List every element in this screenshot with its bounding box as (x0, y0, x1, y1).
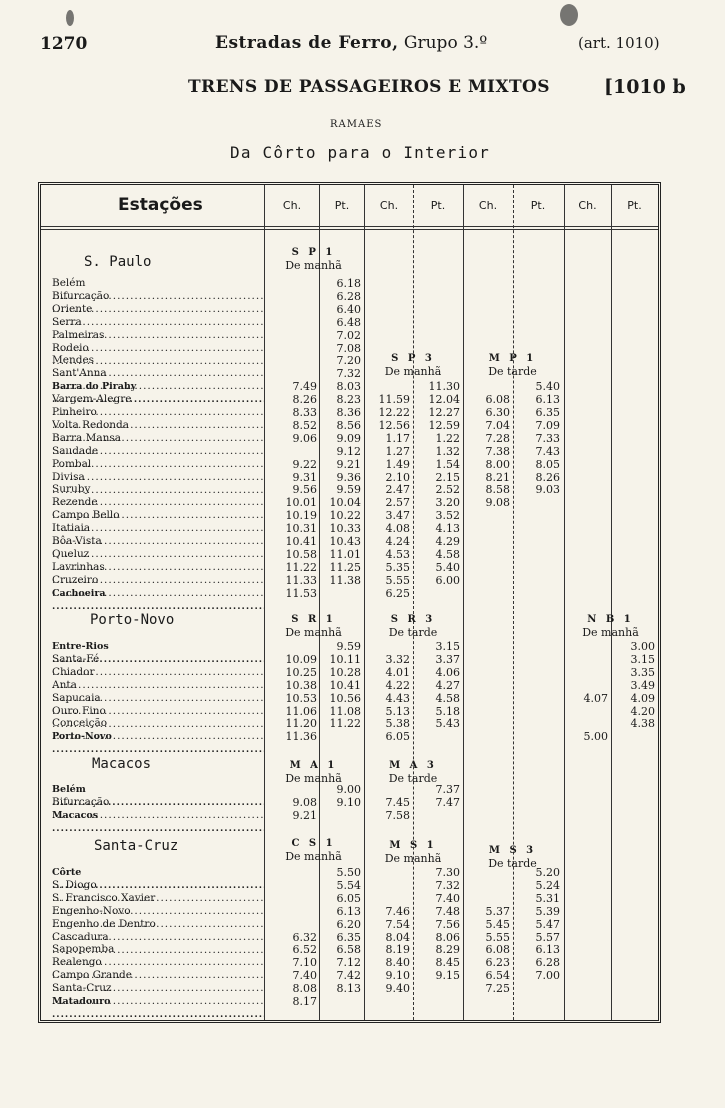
time-cell: 1.54 (435, 457, 460, 471)
col-header: Pt. (334, 199, 350, 212)
time-cell: 8.13 (336, 982, 361, 996)
time-cell: 8.00 (485, 457, 510, 471)
time-cell: 6.08 (485, 393, 510, 407)
stations-header: Estações (118, 195, 203, 215)
station-name: Barra Mansa ..... (52, 432, 264, 458)
time-cell: 7.56 (435, 917, 460, 931)
time-cell: 5.43 (435, 717, 460, 731)
time-cell: 9.03 (535, 483, 560, 497)
ink-stain (66, 10, 74, 26)
time-cell: 10.58 (285, 547, 317, 561)
station-name: Campo Grande ..... (52, 969, 264, 995)
time-cell: 9.00 (336, 783, 361, 796)
time-cell: 6.30 (485, 406, 510, 419)
station-name: Belém ..... (52, 783, 264, 809)
train-code: S R 1 (291, 614, 336, 625)
time-cell: 6.13 (535, 393, 560, 407)
train-period: De manhã (285, 259, 342, 272)
time-cell: 5.39 (535, 904, 560, 918)
time-cell: 7.58 (385, 808, 410, 822)
time-cell: 7.30 (435, 866, 460, 879)
time-cell: 11.20 (285, 717, 317, 731)
time-cell: 3.00 (630, 640, 655, 653)
station-name: Porto-Novo ..... (52, 730, 264, 756)
time-cell: 11.59 (378, 393, 410, 407)
time-cell: 8.26 (292, 393, 317, 407)
time-cell: 10.09 (285, 652, 317, 666)
station-name: Campo Bello ..... (52, 509, 264, 535)
time-cell: 9.09 (336, 431, 361, 445)
time-cell: 3.35 (630, 665, 655, 679)
time-cell: 10.31 (285, 522, 317, 536)
time-cell: 6.28 (336, 289, 361, 303)
running-title-group: Grupo 3.º (403, 33, 488, 53)
station-name: Pombal ..... (52, 458, 264, 484)
time-cell: 11.22 (329, 717, 361, 731)
time-cell: 5.57 (535, 930, 560, 944)
col-header: Ch. (379, 199, 399, 212)
time-cell: 2.52 (435, 483, 460, 497)
time-cell: 9.06 (292, 431, 317, 445)
station-name: Cachoeira ..... (52, 587, 264, 613)
station-name: Bifurcação ..... (52, 290, 264, 316)
station-name: Sapucaia ..... (52, 692, 264, 718)
time-cell: 4.58 (435, 547, 460, 561)
time-cell: 9.21 (292, 808, 317, 822)
page-number: 1270 (40, 34, 88, 54)
col-header: Ch. (478, 199, 498, 212)
train-period: De tarde (488, 857, 537, 870)
time-cell: 4.58 (435, 691, 460, 705)
col-rule (364, 185, 365, 1020)
time-cell: 9.40 (385, 982, 410, 996)
time-cell: 6.25 (385, 586, 410, 600)
time-cell: 8.33 (292, 406, 317, 419)
time-cell: 6.28 (535, 956, 560, 970)
time-cell: 7.32 (435, 878, 460, 892)
time-cell: 8.45 (435, 956, 460, 970)
time-cell: 10.53 (285, 691, 317, 705)
time-cell: 1.27 (385, 444, 410, 458)
branch-title: Macacos (92, 756, 152, 772)
time-cell: 2.10 (385, 470, 410, 484)
col-header: Pt. (430, 199, 446, 212)
time-cell: 8.05 (535, 457, 560, 471)
time-cell: 8.04 (385, 930, 410, 944)
train-period: De tarde (388, 772, 438, 785)
time-cell: 11.01 (329, 547, 361, 561)
time-cell: 7.00 (535, 969, 560, 983)
direction-heading: Da Côrto para o Interior (230, 143, 490, 162)
time-cell: 11.25 (329, 560, 361, 574)
train-period: De manhã (384, 365, 442, 378)
time-cell: 9.59 (336, 640, 361, 653)
time-cell: 10.43 (329, 535, 361, 548)
time-cell: 8.17 (292, 995, 317, 1008)
time-cell: 4.27 (435, 678, 460, 692)
time-cell: 5.31 (535, 891, 560, 905)
time-cell: 3.52 (435, 509, 460, 523)
time-cell: 12.22 (378, 406, 410, 419)
col-header: Pt. (530, 199, 546, 212)
time-cell: 12.04 (428, 393, 460, 407)
station-name: Saudade ..... (52, 445, 264, 471)
time-cell: 6.54 (485, 969, 510, 983)
ink-stain (560, 4, 578, 26)
time-cell: 3.37 (435, 652, 460, 666)
time-cell: 9.08 (485, 496, 510, 510)
time-cell: 4.43 (385, 691, 410, 705)
time-cell: 5.18 (435, 704, 460, 718)
time-cell: 10.25 (285, 665, 317, 679)
time-cell: 12.27 (428, 406, 460, 419)
time-cell: 12.59 (428, 418, 460, 432)
station-name: Belém ..... (52, 277, 264, 303)
time-cell: 8.58 (485, 483, 510, 497)
time-cell: 9.56 (292, 483, 317, 497)
time-cell: 2.57 (385, 496, 410, 510)
time-cell: 6.18 (336, 277, 361, 290)
station-name: Oriente ..... (52, 303, 264, 329)
time-cell: 8.03 (336, 380, 361, 394)
time-cell: 9.12 (336, 444, 361, 458)
station-name: Chiador ..... (52, 666, 264, 692)
station-name: Itatiaia ..... (52, 522, 264, 548)
time-cell: 9.21 (336, 457, 361, 471)
time-cell: 7.04 (485, 418, 510, 432)
time-cell: 4.06 (435, 665, 460, 679)
time-cell: 7.25 (485, 982, 510, 996)
table-reference: [1010 b (604, 76, 686, 98)
col-header: Pt. (627, 199, 642, 212)
time-cell: 10.04 (329, 496, 361, 510)
time-cell: 7.08 (336, 341, 361, 355)
time-cell: 10.11 (329, 652, 361, 666)
time-cell: 3.20 (435, 496, 460, 510)
time-cell: 11.38 (329, 573, 361, 587)
time-cell: 10.22 (329, 509, 361, 523)
time-cell: 7.42 (336, 969, 361, 983)
time-cell: 9.15 (435, 969, 460, 983)
train-code: M A 1 (289, 760, 338, 771)
col-rule (611, 185, 612, 1020)
time-cell: 11.33 (285, 573, 317, 587)
station-name: Côrte ..... (52, 866, 264, 892)
time-cell: 10.41 (329, 678, 361, 692)
branch-title: Porto-Novo (90, 612, 175, 628)
time-cell: 11.22 (285, 560, 317, 574)
time-cell: 7.28 (485, 431, 510, 445)
time-cell: 9.31 (292, 470, 317, 484)
time-cell: 6.13 (535, 943, 560, 957)
station-name: Bifurcação ..... (52, 796, 264, 822)
station-name: Rezende ..... (52, 496, 264, 522)
train-code: N B 1 (587, 614, 634, 625)
time-cell: 6.23 (485, 956, 510, 970)
time-cell: 7.40 (435, 891, 460, 905)
time-cell: 6.52 (292, 943, 317, 957)
col-rule (513, 185, 514, 1020)
time-cell: 8.21 (485, 470, 510, 484)
time-cell: 7.48 (435, 904, 460, 918)
station-name: Matadouro ..... (52, 995, 264, 1021)
time-cell: 7.38 (485, 444, 510, 458)
time-cell: 7.49 (292, 380, 317, 394)
time-cell: 7.46 (385, 904, 410, 918)
time-cell: 1.17 (385, 431, 410, 445)
train-period: De manhã (285, 626, 342, 639)
col-rule (564, 185, 565, 1020)
station-name: S. Francisco Xavier ..... (52, 892, 264, 918)
train-period: De manhã (285, 772, 342, 785)
time-cell: 4.20 (630, 704, 655, 718)
time-cell: 5.47 (535, 917, 560, 931)
time-cell: 11.53 (285, 586, 317, 600)
time-cell: 5.40 (435, 560, 460, 574)
time-cell: 4.38 (630, 717, 655, 731)
col-rule (463, 185, 464, 1020)
station-name: Vargem-Alegre ..... (52, 393, 264, 419)
time-cell: 8.36 (336, 406, 361, 419)
time-cell: 8.08 (292, 982, 317, 996)
train-code: S P 3 (391, 353, 435, 364)
time-cell: 9.10 (385, 969, 410, 983)
station-name: Engenho de Dentro ..... (52, 918, 264, 944)
time-cell: 7.12 (336, 956, 361, 970)
station-name: Mendes ..... (52, 354, 264, 380)
station-name: Pinheiro ..... (52, 406, 264, 432)
station-name: Bôa-Vista ..... (52, 535, 264, 561)
station-name: Cascadura ..... (52, 931, 264, 957)
time-cell: 7.33 (535, 431, 560, 445)
time-cell: 5.35 (385, 560, 410, 574)
time-cell: 10.38 (285, 678, 317, 692)
train-period: De tarde (388, 626, 438, 639)
time-cell: 10.56 (329, 691, 361, 705)
station-name: Sant'Anna ..... (52, 367, 264, 393)
time-cell: 11.30 (428, 380, 460, 394)
time-cell: 2.47 (385, 483, 410, 497)
time-cell: 8.29 (435, 943, 460, 957)
article-ref: (art. 1010) (578, 34, 660, 52)
time-cell: 12.56 (378, 418, 410, 432)
station-name: Engenho-Novo ..... (52, 905, 264, 931)
time-cell: 10.19 (285, 509, 317, 523)
time-cell: 7.32 (336, 367, 361, 381)
time-cell: 7.43 (535, 444, 560, 458)
time-cell: 6.08 (485, 943, 510, 957)
station-name: Rodeio ..... (52, 342, 264, 368)
train-code: M P 1 (488, 353, 537, 364)
col-header: Ch. (578, 199, 597, 212)
time-cell: 7.10 (292, 956, 317, 970)
station-name: Cruzeiro ..... (52, 574, 264, 600)
branch-title: S. Paulo (84, 254, 152, 270)
time-cell: 7.40 (292, 969, 317, 983)
time-cell: 1.49 (385, 457, 410, 471)
time-cell: 6.58 (336, 943, 361, 957)
time-cell: 5.54 (336, 878, 361, 892)
time-cell: 8.23 (336, 393, 361, 407)
time-cell: 5.55 (385, 573, 410, 587)
running-title-main: Estradas de Ferro, (215, 33, 399, 53)
station-name: Queluz ..... (52, 548, 264, 574)
time-cell: 6.05 (336, 891, 361, 905)
time-cell: 8.19 (385, 943, 410, 957)
station-name: Sapopemba ..... (52, 943, 264, 969)
station-name: Divisa ..... (52, 471, 264, 497)
time-cell: 5.37 (485, 904, 510, 918)
time-cell: 5.00 (583, 730, 608, 744)
train-code: S R 3 (390, 614, 436, 625)
header-rule-double (41, 229, 658, 230)
col-rule (319, 185, 320, 1020)
time-cell: 6.13 (336, 904, 361, 918)
station-name: Conceição ..... (52, 717, 264, 743)
time-cell: 1.22 (435, 431, 460, 445)
time-cell: 7.54 (385, 917, 410, 931)
col-header: Ch. (282, 199, 302, 212)
time-cell: 6.48 (336, 315, 361, 329)
time-cell: 11.36 (285, 730, 317, 744)
time-cell: 6.00 (435, 573, 460, 587)
station-name: Serra ..... (52, 316, 264, 342)
time-cell: 9.36 (336, 470, 361, 484)
time-cell: 8.56 (336, 418, 361, 432)
time-cell: 4.22 (385, 678, 410, 692)
station-name: Realengo ..... (52, 956, 264, 982)
time-cell: 4.53 (385, 547, 410, 561)
time-cell: 10.41 (285, 535, 317, 548)
time-cell: 6.32 (292, 930, 317, 944)
time-cell: 5.50 (336, 866, 361, 879)
time-cell: 6.20 (336, 917, 361, 931)
col-rule (264, 185, 265, 1020)
time-cell: 5.24 (535, 878, 560, 892)
station-name: Anta ..... (52, 679, 264, 705)
time-cell: 6.35 (336, 930, 361, 944)
time-cell: 9.08 (292, 795, 317, 809)
time-cell: 10.33 (329, 522, 361, 536)
station-name: Santa-Cruz ..... (52, 982, 264, 1008)
time-cell: 6.40 (336, 302, 361, 316)
train-code: M S 3 (488, 845, 537, 856)
station-name: Santa-Fé ..... (52, 653, 264, 679)
time-cell: 2.15 (435, 470, 460, 484)
time-cell: 8.26 (535, 470, 560, 484)
time-cell: 4.29 (435, 535, 460, 548)
station-name: S. Diogo ..... (52, 879, 264, 905)
time-cell: 9.59 (336, 483, 361, 497)
train-code: S P 1 (291, 247, 336, 258)
time-cell: 5.40 (535, 380, 560, 394)
time-cell: 3.49 (630, 678, 655, 692)
time-cell: 5.55 (485, 930, 510, 944)
train-code: C S 1 (291, 838, 336, 849)
time-cell: 8.40 (385, 956, 410, 970)
branch-title: Santa-Cruz (94, 838, 179, 854)
time-cell: 8.52 (292, 418, 317, 432)
station-name: Lavrinhas ..... (52, 561, 264, 587)
train-code: M A 3 (389, 760, 437, 771)
time-cell: 5.13 (385, 704, 410, 718)
time-cell: 3.15 (435, 640, 460, 653)
time-cell: 4.24 (385, 535, 410, 548)
running-title (215, 33, 487, 53)
page-title: TRENS DE PASSAGEIROS E MIXTOS (188, 77, 550, 97)
time-cell: 11.06 (285, 704, 317, 718)
time-cell: 4.09 (630, 691, 655, 705)
time-cell: 9.10 (336, 795, 361, 809)
time-cell: 8.06 (435, 930, 460, 944)
time-cell: 4.08 (385, 522, 410, 536)
station-name: Barra do Pirahy ..... (52, 380, 264, 406)
section-subtitle: RAMAES (330, 119, 383, 130)
time-cell: 4.01 (385, 665, 410, 679)
time-cell: 7.45 (385, 795, 410, 809)
time-cell: 7.37 (435, 783, 460, 796)
time-cell: 7.02 (336, 328, 361, 342)
station-name: Suruby ..... (52, 483, 264, 509)
time-cell: 3.15 (630, 652, 655, 666)
time-cell: 4.07 (583, 691, 608, 705)
time-cell: 6.05 (385, 730, 410, 744)
train-period: De manhã (582, 626, 639, 639)
time-cell: 4.13 (435, 522, 460, 536)
station-name: Ouro Fino ..... (52, 705, 264, 731)
time-cell: 5.20 (535, 866, 560, 879)
station-name: Volta Redonda ..... (52, 419, 264, 445)
time-cell: 3.47 (385, 509, 410, 523)
time-cell: 3.32 (385, 652, 410, 666)
col-rule (413, 185, 414, 1020)
time-cell: 9.22 (292, 457, 317, 471)
station-name: Palmeiras ..... (52, 329, 264, 355)
train-period: De manhã (285, 850, 342, 863)
station-name: Entre-Rios ..... (52, 640, 264, 666)
header-rule (41, 226, 658, 227)
time-cell: 10.28 (329, 665, 361, 679)
time-cell: 7.09 (535, 418, 560, 432)
time-cell: 6.35 (535, 406, 560, 419)
train-period: De tarde (488, 365, 537, 378)
time-cell: 10.01 (285, 496, 317, 510)
train-code: M S 1 (389, 840, 437, 851)
time-cell: 1.32 (435, 444, 460, 458)
train-period: De manhã (384, 852, 442, 865)
station-name: Macacos ..... (52, 809, 264, 835)
time-cell: 7.20 (336, 354, 361, 368)
time-cell: 5.38 (385, 717, 410, 731)
time-cell: 7.47 (435, 795, 460, 809)
time-cell: 11.08 (329, 704, 361, 718)
time-cell: 5.45 (485, 917, 510, 931)
